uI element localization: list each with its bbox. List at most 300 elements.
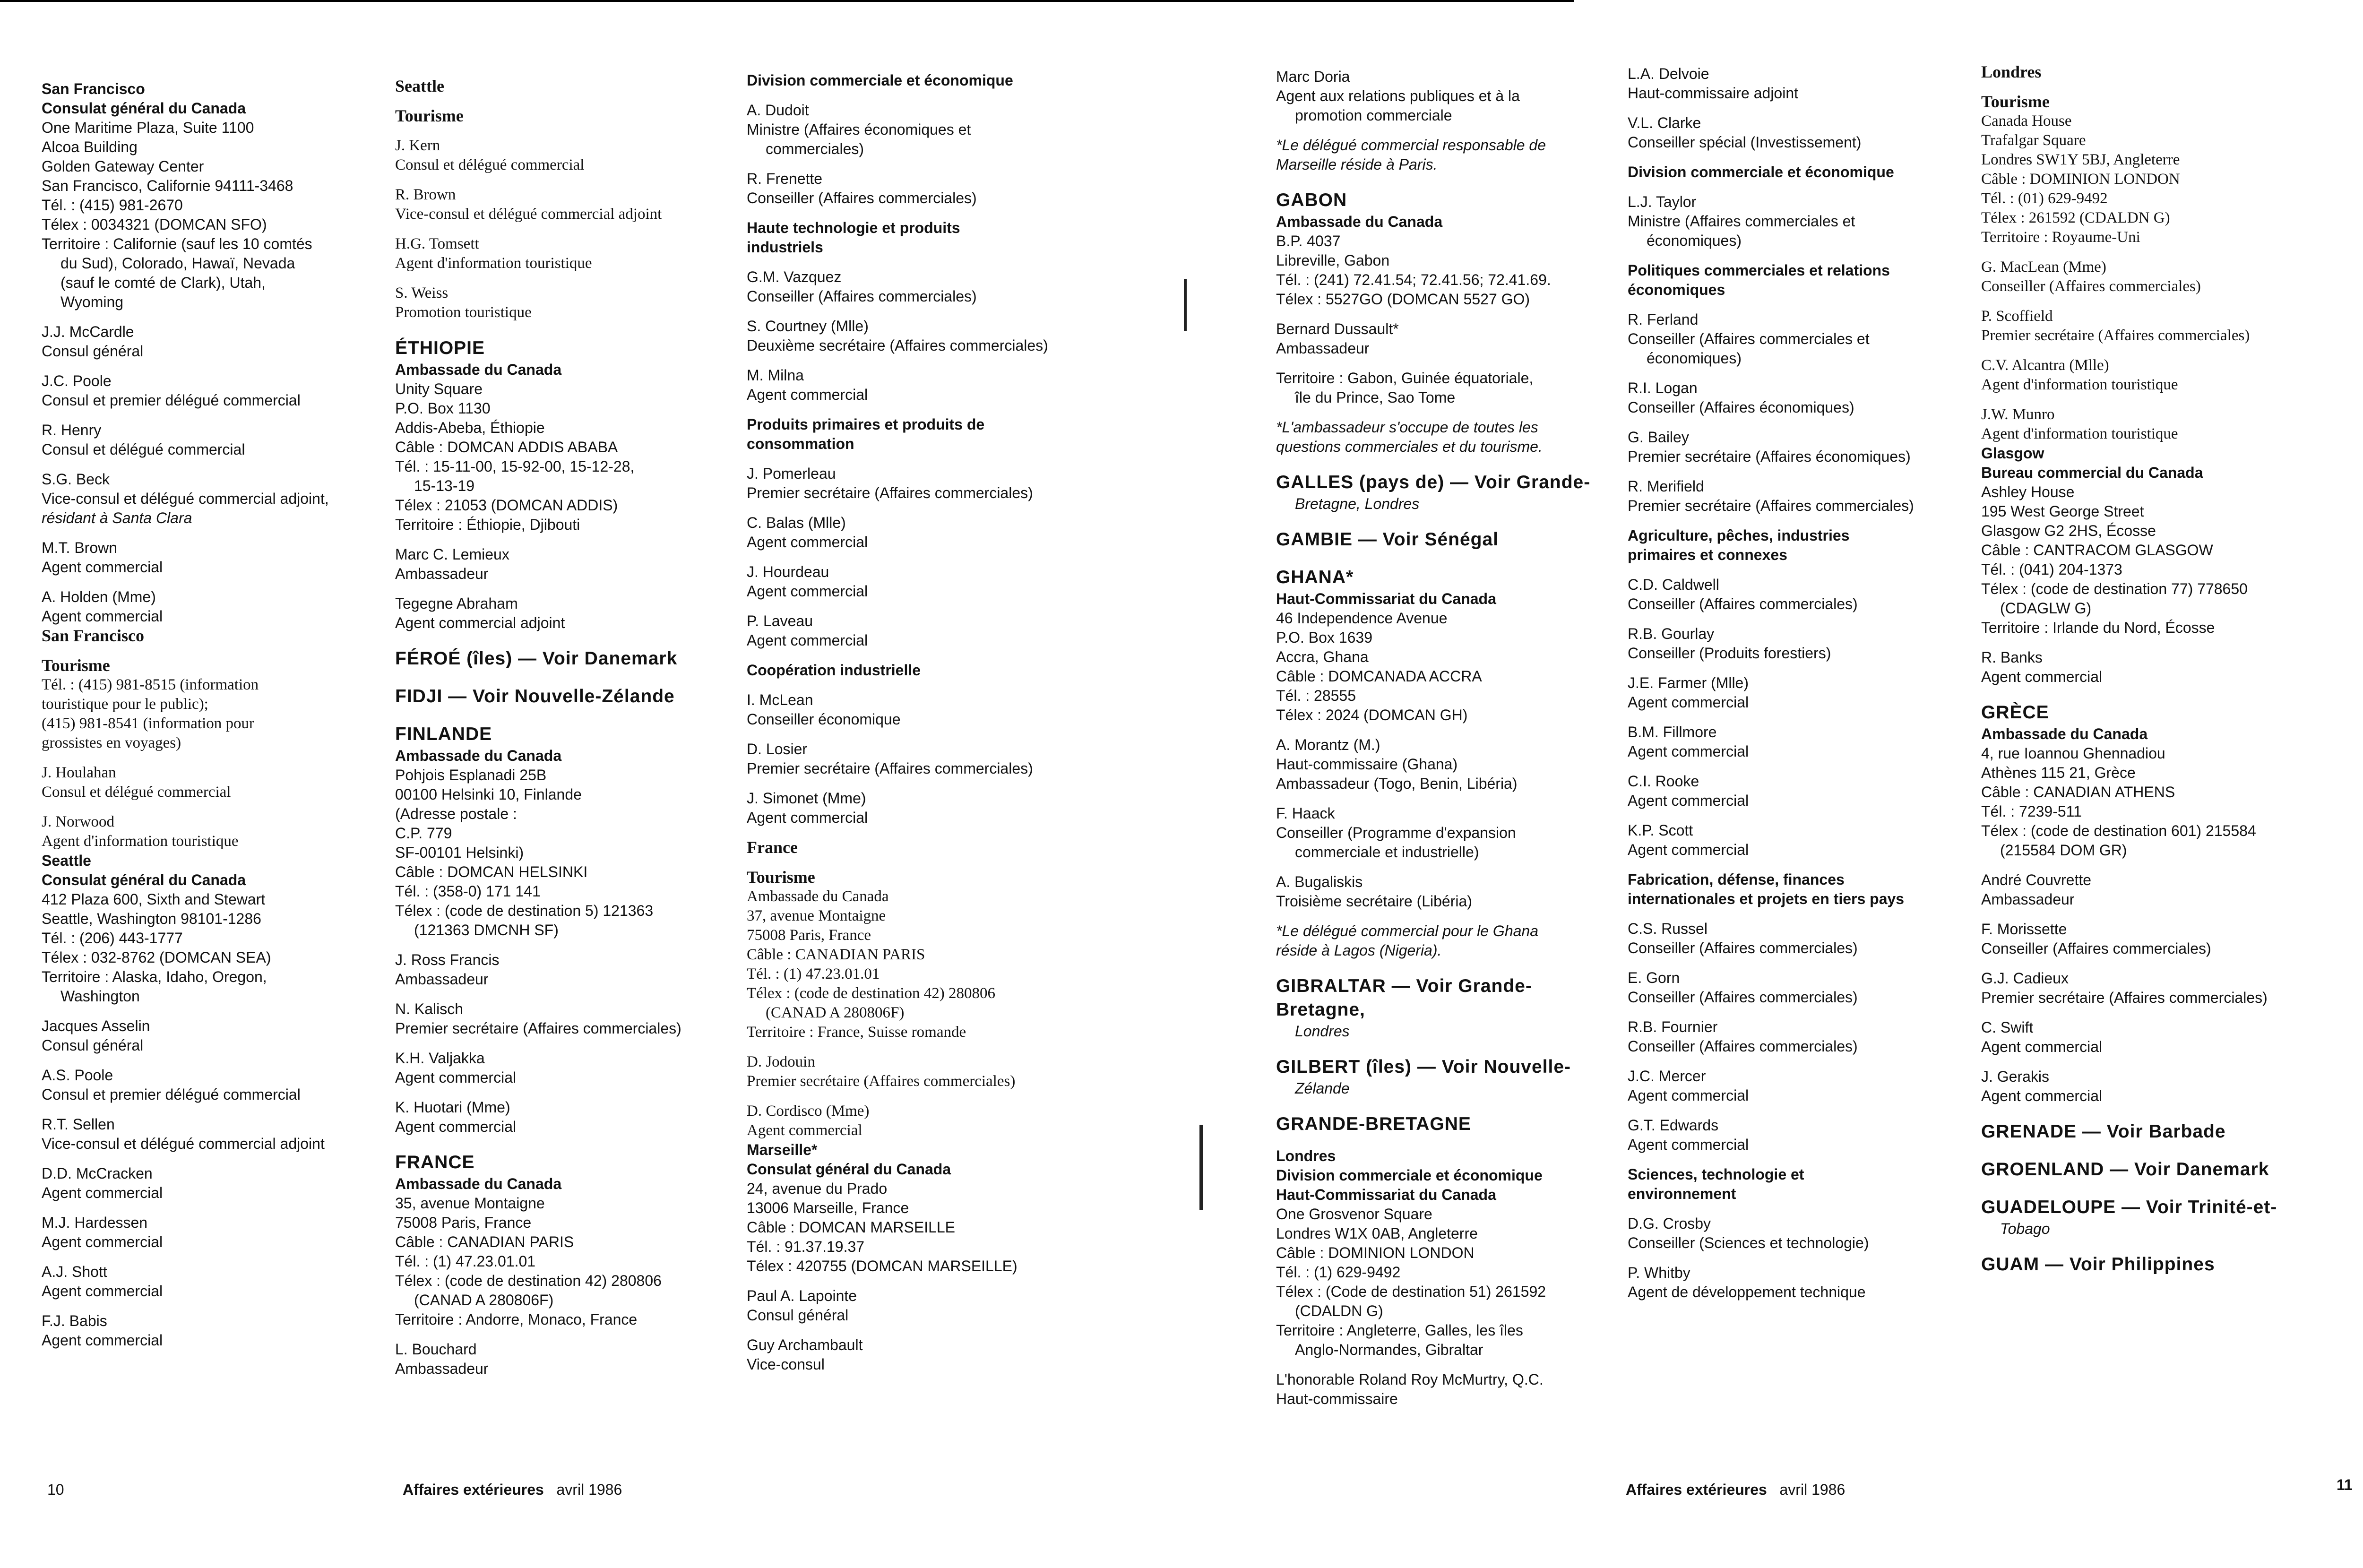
directory-line: R. Banks xyxy=(1981,649,2043,666)
directory-line: J. Norwood xyxy=(42,813,114,830)
section-heading: industriels xyxy=(747,239,823,256)
directory-line: Ambassadeur xyxy=(395,971,489,988)
directory-line: R.B. Gourlay xyxy=(1628,625,1715,642)
directory-line: Territoire : Gabon, Guinée équatoriale, xyxy=(1276,370,1534,387)
page-number-right: 11 xyxy=(2337,1476,2353,1493)
section-heading: environnement xyxy=(1628,1185,1736,1202)
directory-line: Unity Square xyxy=(395,380,483,397)
directory-line: P. Scoffield xyxy=(1981,308,2053,325)
publication-name: Affaires extérieures xyxy=(403,1481,544,1498)
directory-line: du Sud), Colorado, Hawaï, Nevada xyxy=(60,255,295,272)
directory-line: One Maritime Plaza, Suite 1100 xyxy=(42,119,254,136)
section-heading: consommation xyxy=(747,435,854,452)
section-heading: internationales et projets en tiers pays xyxy=(1628,890,1905,907)
directory-line: *Le délégué commercial pour le Ghana xyxy=(1276,922,1538,939)
section-heading: Tourisme xyxy=(1981,92,2050,111)
directory-line: Glasgow G2 2HS, Écosse xyxy=(1981,522,2156,539)
section-heading: Ambassade du Canada xyxy=(395,747,562,764)
directory-line: Marseille réside à Paris. xyxy=(1276,156,1438,173)
directory-line: C.P. 779 xyxy=(395,825,452,842)
directory-line: R. Merifield xyxy=(1628,478,1704,495)
directory-line: Télex : (code de destination 5) 121363 xyxy=(395,902,654,919)
directory-line: Agent commercial xyxy=(395,1069,517,1086)
directory-line: J.W. Munro xyxy=(1981,406,2055,423)
directory-line: Territoire : Éthiopie, Djibouti xyxy=(395,516,580,533)
section-heading: Haut-Commissariat du Canada xyxy=(1276,590,1496,607)
directory-line: Conseiller (Programme d'expansion xyxy=(1276,824,1516,841)
directory-line: 75008 Paris, France xyxy=(747,927,871,944)
directory-line: Ambassadeur (Togo, Benin, Libéria) xyxy=(1276,775,1518,792)
directory-line: Tél. : (241) 72.41.54; 72.41.56; 72.41.69. xyxy=(1276,271,1551,288)
directory-line: Agent commercial xyxy=(1981,668,2103,685)
directory-line: Troisième secrétaire (Libéria) xyxy=(1276,893,1472,910)
directory-line: Télex : 2024 (DOMCAN GH) xyxy=(1276,706,1468,724)
directory-line: B.P. 4037 xyxy=(1276,233,1341,250)
directory-line: M. Milna xyxy=(747,367,804,384)
section-heading: San Francisco xyxy=(42,626,145,645)
directory-line: Ambassadeur xyxy=(1276,340,1370,357)
directory-line: Tél. : 15-11-00, 15-92-00, 15-12-28, xyxy=(395,458,635,475)
directory-line: Tél. : 7239-511 xyxy=(1981,803,2082,820)
column-5 xyxy=(1628,64,1973,1302)
section-heading: Ambassade du Canada xyxy=(395,1175,562,1192)
section-heading: Division commerciale et économique xyxy=(1628,164,1894,181)
directory-line: Consul général xyxy=(42,343,144,360)
section-heading: Consulat général du Canada xyxy=(747,1161,951,1178)
section-heading: Tourisme xyxy=(747,868,815,887)
binding-mark xyxy=(1184,279,1194,331)
directory-line: Pohjois Esplanadi 25B xyxy=(395,767,547,784)
directory-line: Câble : CANADIAN PARIS xyxy=(747,946,925,963)
directory-line: I. McLean xyxy=(747,691,813,708)
directory-line: Télex : (code de destination 77) 778650 xyxy=(1981,580,2248,597)
directory-line: A.S. Poole xyxy=(42,1067,113,1084)
directory-line: Londres xyxy=(1295,1023,1350,1040)
directory-line: D.D. McCracken xyxy=(42,1165,153,1182)
directory-line: M.T. Brown xyxy=(42,539,118,556)
directory-line: Accra, Ghana xyxy=(1276,648,1369,665)
directory-line: Conseiller spécial (Investissement) xyxy=(1628,134,1862,151)
directory-line: promotion commerciale xyxy=(1295,107,1452,124)
directory-line: Addis-Abeba, Éthiopie xyxy=(395,419,545,436)
directory-line: Agent commercial xyxy=(747,534,868,551)
directory-line: (415) 981-8541 (information pour xyxy=(42,715,254,732)
directory-line: Athènes 115 21, Grèce xyxy=(1981,764,2136,781)
directory-line: J.C. Mercer xyxy=(1628,1068,1706,1085)
directory-line: Ministre (Affaires commerciales et xyxy=(1628,213,1855,230)
directory-line: F.J. Babis xyxy=(42,1312,107,1329)
directory-line: R.I. Logan xyxy=(1628,379,1698,396)
directory-line: Câble : DOMCANADA ACCRA xyxy=(1276,668,1482,685)
section-heading: Sciences, technologie et xyxy=(1628,1166,1804,1183)
publication-footer-left xyxy=(403,1481,622,1499)
directory-line: *L'ambassadeur s'occupe de toutes les xyxy=(1276,419,1538,436)
directory-line: île du Prince, Sao Tome xyxy=(1295,389,1456,406)
section-heading: Consulat général du Canada xyxy=(42,871,246,888)
section-heading: Londres xyxy=(1981,62,2042,81)
directory-line: Premier secrétaire (Affaires commerciales) xyxy=(1981,327,2250,344)
directory-line: Consul général xyxy=(747,1307,849,1324)
directory-line: Tegegne Abraham xyxy=(395,595,518,612)
directory-line: A. Holden (Mme) xyxy=(42,588,156,605)
directory-line: 00100 Helsinki 10, Finlande xyxy=(395,786,582,803)
directory-line: D.G. Crosby xyxy=(1628,1215,1711,1232)
directory-line: Premier secrétaire (Affaires commerciales) xyxy=(747,760,1033,777)
directory-line: Câble : DOMCAN MARSEILLE xyxy=(747,1219,956,1236)
directory-line: S.G. Beck xyxy=(42,471,110,488)
directory-line: Câble : CANTRACOM GLASGOW xyxy=(1981,542,2213,559)
directory-line: C. Swift xyxy=(1981,1019,2034,1036)
directory-line: J.J. McCardle xyxy=(42,323,134,340)
directory-line: K.P. Scott xyxy=(1628,822,1693,839)
directory-line: P.O. Box 1130 xyxy=(395,400,491,417)
directory-line: Conseiller (Affaires commerciales) xyxy=(1981,940,2211,957)
directory-line: Agent commercial xyxy=(42,1332,163,1349)
directory-line: Agent commercial xyxy=(1628,743,1749,760)
directory-line: *Le délégué commercial responsable de xyxy=(1276,137,1546,154)
directory-line: Conseiller (Affaires commerciales) xyxy=(1628,989,1858,1006)
directory-line: (CANAD A 280806F) xyxy=(766,1004,905,1021)
country-heading: GRANDE-BRETAGNE xyxy=(1276,1114,1471,1134)
directory-line: C.I. Rooke xyxy=(1628,773,1699,790)
country-heading: GAMBIE — Voir Sénégal xyxy=(1276,529,1499,550)
directory-line: A.J. Shott xyxy=(42,1263,107,1280)
country-heading: ÉTHIOPIE xyxy=(395,338,485,358)
directory-line: A. Bugaliskis xyxy=(1276,873,1363,890)
directory-line: G. Bailey xyxy=(1628,429,1689,446)
directory-line: Seattle, Washington 98101-1286 xyxy=(42,910,261,927)
directory-line: Agent commercial adjoint xyxy=(395,614,565,631)
column-6 xyxy=(1981,62,2326,1276)
directory-line: Agent commercial xyxy=(1981,1087,2103,1104)
directory-line: Guy Archambault xyxy=(747,1336,863,1353)
section-heading: économiques xyxy=(1628,281,1725,298)
section-heading: Glasgow xyxy=(1981,445,2044,462)
directory-line: Conseiller (Produits forestiers) xyxy=(1628,645,1831,662)
directory-line: C. Balas (Mlle) xyxy=(747,514,846,531)
top-rule xyxy=(0,0,1574,2)
directory-line: commerciale et industrielle) xyxy=(1295,844,1479,861)
directory-line: 195 West George Street xyxy=(1981,503,2144,520)
directory-line: Premier secrétaire (Affaires commerciales) xyxy=(747,484,1033,501)
directory-line: Marc C. Lemieux xyxy=(395,546,509,563)
country-heading: FIDJI — Voir Nouvelle-Zélande xyxy=(395,686,675,706)
directory-line: Territoire : Californie (sauf les 10 comtés xyxy=(42,235,312,252)
directory-line: Conseiller (Sciences et technologie) xyxy=(1628,1234,1869,1251)
section-heading: primaires et connexes xyxy=(1628,546,1787,563)
directory-line: S. Courtney (Mlle) xyxy=(747,318,869,335)
directory-line: Promotion touristique xyxy=(395,304,532,321)
directory-line: Câble : DOMCAN HELSINKI xyxy=(395,863,588,880)
directory-line: J.E. Farmer (Mlle) xyxy=(1628,674,1749,691)
directory-line: Tél. : (206) 443-1777 xyxy=(42,930,183,947)
directory-line: Télex : 5527GO (DOMCAN 5527 GO) xyxy=(1276,291,1530,308)
section-heading: Marseille* xyxy=(747,1141,818,1158)
directory-line: D. Jodouin xyxy=(747,1053,815,1070)
directory-line: Vice-consul et délégué commercial adjoint, xyxy=(42,490,329,507)
directory-line: Agent commercial xyxy=(42,559,163,576)
directory-line: (Adresse postale : xyxy=(395,805,517,822)
directory-line: Conseiller (Affaires commerciales) xyxy=(747,288,977,305)
directory-line: J. Houlahan xyxy=(42,764,116,781)
directory-line: Consul et délégué commercial xyxy=(42,441,245,458)
directory-line: Télex : 0034321 (DOMCAN SFO) xyxy=(42,216,267,233)
directory-line: (sauf le comté de Clark), Utah, xyxy=(60,274,266,291)
country-heading: GUADELOUPE — Voir Trinité-et- xyxy=(1981,1197,2277,1217)
directory-line: 13006 Marseille, France xyxy=(747,1199,909,1216)
section-heading: Division commerciale et économique xyxy=(747,72,1013,89)
directory-line: Consul général xyxy=(42,1037,144,1054)
directory-line: touristique pour le public); xyxy=(42,696,208,713)
directory-line: L.J. Taylor xyxy=(1628,193,1697,210)
directory-line: Londres W1X 0AB, Angleterre xyxy=(1276,1225,1478,1242)
country-heading: GABON xyxy=(1276,190,1347,210)
directory-line: Agent commercial xyxy=(747,583,868,600)
directory-line: Tél. : 28555 xyxy=(1276,687,1356,704)
section-heading: Agriculture, pêches, industries xyxy=(1628,527,1850,544)
directory-line: Télex : (code de destination 601) 215584 xyxy=(1981,822,2256,839)
column-3 xyxy=(747,71,1092,1374)
directory-line: Agent commercial xyxy=(747,1122,862,1139)
directory-line: 35, avenue Montaigne xyxy=(395,1195,545,1212)
directory-line: R. Brown xyxy=(395,186,456,203)
directory-line: Ambassadeur xyxy=(395,565,489,582)
publication-date: avril 1986 xyxy=(556,1481,622,1498)
directory-line: Agent commercial xyxy=(42,608,163,625)
directory-line: Télex : 21053 (DOMCAN ADDIS) xyxy=(395,497,618,514)
country-heading: GRENADE — Voir Barbade xyxy=(1981,1121,2226,1142)
directory-line: P. Laveau xyxy=(747,612,813,629)
directory-line: J. Kern xyxy=(395,137,440,154)
directory-line: 24, avenue du Prado xyxy=(747,1180,888,1197)
directory-line: Consul et premier délégué commercial xyxy=(42,392,301,409)
directory-line: F. Morissette xyxy=(1981,921,2067,938)
directory-line: Tél. : (415) 981-8515 (information xyxy=(42,676,259,693)
directory-line: J. Gerakis xyxy=(1981,1068,2050,1085)
country-heading: GILBERT (îles) — Voir Nouvelle- xyxy=(1276,1057,1571,1077)
directory-line: Agent commercial xyxy=(42,1184,163,1201)
directory-line: réside à Lagos (Nigeria). xyxy=(1276,942,1442,959)
directory-line: Agent de développement technique xyxy=(1628,1284,1866,1301)
country-heading: GIBRALTAR — Voir Grande-Bretagne, xyxy=(1276,976,1532,1020)
publication-name: Affaires extérieures xyxy=(1626,1481,1767,1498)
column-4 xyxy=(1276,67,1621,1409)
directory-line: Télex : 420755 (DOMCAN MARSEILLE) xyxy=(747,1258,1018,1275)
section-heading: Bureau commercial du Canada xyxy=(1981,464,2203,481)
directory-line: Vice-consul xyxy=(747,1356,825,1373)
directory-line: grossistes en voyages) xyxy=(42,734,181,751)
directory-line: Câble : CANADIAN ATHENS xyxy=(1981,784,2175,801)
directory-line: Agent commercial xyxy=(747,809,868,826)
directory-line: Tobago xyxy=(2000,1220,2050,1237)
directory-line: Agent commercial xyxy=(42,1233,163,1250)
directory-line: Tél. : 91.37.19.37 xyxy=(747,1238,865,1255)
section-heading: Tourisme xyxy=(42,656,110,675)
directory-line: Ambassadeur xyxy=(1981,891,2075,908)
directory-line: Vice-consul et délégué commercial adjoint xyxy=(395,206,662,223)
directory-line: Bernard Dussault* xyxy=(1276,320,1399,337)
section-heading: Fabrication, défense, finances xyxy=(1628,871,1845,888)
directory-line: Paul A. Lapointe xyxy=(747,1287,857,1304)
directory-line: L.A. Delvoie xyxy=(1628,65,1709,82)
directory-line: J. Ross Francis xyxy=(395,951,500,968)
section-heading: Seattle xyxy=(395,77,444,95)
directory-line: Premier secrétaire (Affaires commerciales) xyxy=(1981,989,2268,1006)
directory-line: Bretagne, Londres xyxy=(1295,495,1420,512)
directory-line: Conseiller (Affaires commerciales) xyxy=(1628,595,1858,612)
section-heading: Ambassade du Canada xyxy=(1276,213,1443,230)
directory-line: Conseiller (Affaires économiques) xyxy=(1628,399,1854,416)
directory-line: Câble : DOMINION LONDON xyxy=(1981,171,2180,188)
section-heading: France xyxy=(747,838,798,857)
section-heading: Tourisme xyxy=(395,106,464,125)
directory-line: R. Frenette xyxy=(747,170,823,187)
directory-line: J. Pomerleau xyxy=(747,465,836,482)
directory-line: D. Losier xyxy=(747,741,808,758)
directory-line: Alcoa Building xyxy=(42,138,138,155)
directory-line: Consul et délégué commercial xyxy=(42,784,231,801)
section-heading: Produits primaires et produits de xyxy=(747,416,985,433)
directory-line: Haut-commissaire adjoint xyxy=(1628,85,1799,102)
country-heading: FINLANDE xyxy=(395,724,492,744)
directory-line: Vice-consul et délégué commercial adjoint xyxy=(42,1135,325,1152)
directory-line: Territoire : Andorre, Monaco, France xyxy=(395,1311,638,1328)
directory-line: R. Henry xyxy=(42,422,102,439)
directory-line: Agent commercial xyxy=(1628,1087,1749,1104)
section-heading: Consulat général du Canada xyxy=(42,100,246,117)
directory-line: Marc Doria xyxy=(1276,68,1350,85)
directory-line: R.B. Fournier xyxy=(1628,1018,1718,1035)
country-heading: GROENLAND — Voir Danemark xyxy=(1981,1159,2269,1180)
directory-line: B.M. Fillmore xyxy=(1628,724,1717,741)
directory-line: Territoire : Alaska, Idaho, Oregon, xyxy=(42,968,267,985)
directory-line: Télex : 032-8762 (DOMCAN SEA) xyxy=(42,949,271,966)
section-heading: Haut-Commissariat du Canada xyxy=(1276,1186,1496,1203)
directory-line: (CANAD A 280806F) xyxy=(414,1292,554,1309)
directory-line: Câble : DOMINION LONDON xyxy=(1276,1244,1475,1261)
directory-line: P. Whitby xyxy=(1628,1264,1690,1281)
directory-line: économiques) xyxy=(1647,232,1742,249)
directory-line: Agent aux relations publiques et à la xyxy=(1276,87,1520,104)
section-heading: San Francisco xyxy=(42,80,145,97)
directory-line: G.J. Cadieux xyxy=(1981,970,2069,987)
directory-line: One Grosvenor Square xyxy=(1276,1206,1432,1223)
directory-line: 46 Independence Avenue xyxy=(1276,610,1448,627)
directory-line: Conseiller (Affaires commerciales) xyxy=(747,190,977,207)
directory-line: C.S. Russel xyxy=(1628,920,1708,937)
directory-line: Télex : (code de destination 42) 280806 xyxy=(395,1272,662,1289)
directory-line: Haut-commissaire xyxy=(1276,1390,1398,1407)
directory-line: Territoire : Angleterre, Galles, les îles xyxy=(1276,1322,1523,1339)
directory-line: Télex : (Code de destination 51) 261592 xyxy=(1276,1283,1546,1300)
directory-line: questions commerciales et du tourisme. xyxy=(1276,438,1543,455)
directory-line: 15-13-19 xyxy=(414,477,475,494)
directory-line: J. Simonet (Mme) xyxy=(747,790,866,807)
directory-line: Trafalgar Square xyxy=(1981,132,2086,149)
directory-line: Londres SW1Y 5BJ, Angleterre xyxy=(1981,151,2180,168)
directory-line: E. Gorn xyxy=(1628,969,1680,986)
directory-line: Agent d'information touristique xyxy=(1981,425,2178,442)
directory-line: Conseiller (Affaires commerciales) xyxy=(1628,939,1858,956)
directory-line: N. Kalisch xyxy=(395,1000,464,1017)
directory-line: Ministre (Affaires économiques et xyxy=(747,121,971,138)
directory-line: Ashley House xyxy=(1981,483,2075,500)
country-heading: GALLES (pays de) — Voir Grande- xyxy=(1276,472,1591,492)
directory-line: André Couvrette xyxy=(1981,871,2092,888)
directory-line: Agent d'information touristique xyxy=(1981,376,2178,393)
directory-line: Agent commercial xyxy=(747,386,868,403)
directory-line: Territoire : Irlande du Nord, Écosse xyxy=(1981,619,2215,636)
section-heading: Londres xyxy=(1276,1147,1336,1164)
section-heading: Ambassade du Canada xyxy=(1981,725,2148,742)
country-heading: FÉROÉ (îles) — Voir Danemark xyxy=(395,648,678,669)
directory-line: Câble : CANADIAN PARIS xyxy=(395,1233,574,1250)
directory-line: Conseiller économique xyxy=(747,711,901,728)
directory-line: Ambassadeur xyxy=(395,1360,489,1377)
directory-line: Agent commercial xyxy=(395,1118,517,1135)
directory-line: Agent commercial xyxy=(747,632,868,649)
section-heading: Ambassade du Canada xyxy=(395,361,562,378)
directory-line: Agent commercial xyxy=(1981,1038,2103,1055)
directory-line: Haut-commissaire (Ghana) xyxy=(1276,756,1458,773)
directory-line: J. Hourdeau xyxy=(747,563,829,580)
directory-line: (121363 DMCNH SF) xyxy=(414,922,559,939)
directory-line: P.O. Box 1639 xyxy=(1276,629,1372,646)
directory-line: (CDAGLW G) xyxy=(2000,600,2092,617)
country-heading: GHANA* xyxy=(1276,567,1354,587)
directory-line: Tél. : (01) 629-9492 xyxy=(1981,190,2108,207)
directory-line: Tél. : (041) 204-1373 xyxy=(1981,561,2122,578)
directory-line: Câble : DOMCAN ADDIS ABABA xyxy=(395,439,618,456)
section-heading: Haute technologie et produits xyxy=(747,219,960,236)
directory-line: San Francisco, Californie 94111-3468 xyxy=(42,177,293,194)
directory-line: Télex : (code de destination 42) 280806 xyxy=(747,985,996,1002)
directory-line: Tél. : (1) 47.23.01.01 xyxy=(747,965,880,982)
directory-line: Territoire : France, Suisse romande xyxy=(747,1024,966,1041)
directory-line: Conseiller (Affaires commerciales) xyxy=(1628,1038,1858,1055)
publication-date: avril 1986 xyxy=(1779,1481,1846,1498)
directory-line: R. Ferland xyxy=(1628,311,1699,328)
directory-line: C.D. Caldwell xyxy=(1628,576,1719,593)
directory-line: L'honorable Roland Roy McMurtry, Q.C. xyxy=(1276,1371,1544,1388)
directory-line: Canada House xyxy=(1981,112,2072,129)
directory-line: Tél. : (1) 47.23.01.01 xyxy=(395,1253,536,1270)
directory-line: Tél. : (415) 981-2670 xyxy=(42,197,183,214)
directory-line: R.T. Sellen xyxy=(42,1116,115,1133)
directory-line: 75008 Paris, France xyxy=(395,1214,532,1231)
directory-line: L. Bouchard xyxy=(395,1341,477,1358)
directory-line: (215584 DOM GR) xyxy=(2000,842,2127,859)
directory-line: Conseiller (Affaires commerciales et xyxy=(1628,330,1870,347)
directory-line: Télex : 261592 (CDALDN G) xyxy=(1981,209,2170,226)
directory-line: commerciales) xyxy=(766,140,864,157)
directory-line: V.L. Clarke xyxy=(1628,114,1701,131)
directory-line: M.J. Hardessen xyxy=(42,1214,148,1231)
publication-footer-right xyxy=(1626,1481,1845,1499)
page-number-left: 10 xyxy=(47,1481,64,1498)
directory-line: Agent commercial xyxy=(1628,792,1749,809)
directory-line: G.T. Edwards xyxy=(1628,1117,1719,1134)
directory-line: Tél. : (358-0) 171 141 xyxy=(395,883,541,900)
directory-line: Premier secrétaire (Affaires commerciales) xyxy=(747,1073,1016,1090)
directory-line: Agent commercial xyxy=(1628,694,1749,711)
directory-line: Ambassade du Canada xyxy=(747,888,889,905)
column-2 xyxy=(395,77,740,1378)
directory-line: K.H. Valjakka xyxy=(395,1050,485,1067)
directory-line: Jacques Asselin xyxy=(42,1017,150,1034)
directory-line: Premier secrétaire (Affaires commerciales) xyxy=(1628,497,1914,514)
directory-line: Agent commercial xyxy=(42,1283,163,1300)
